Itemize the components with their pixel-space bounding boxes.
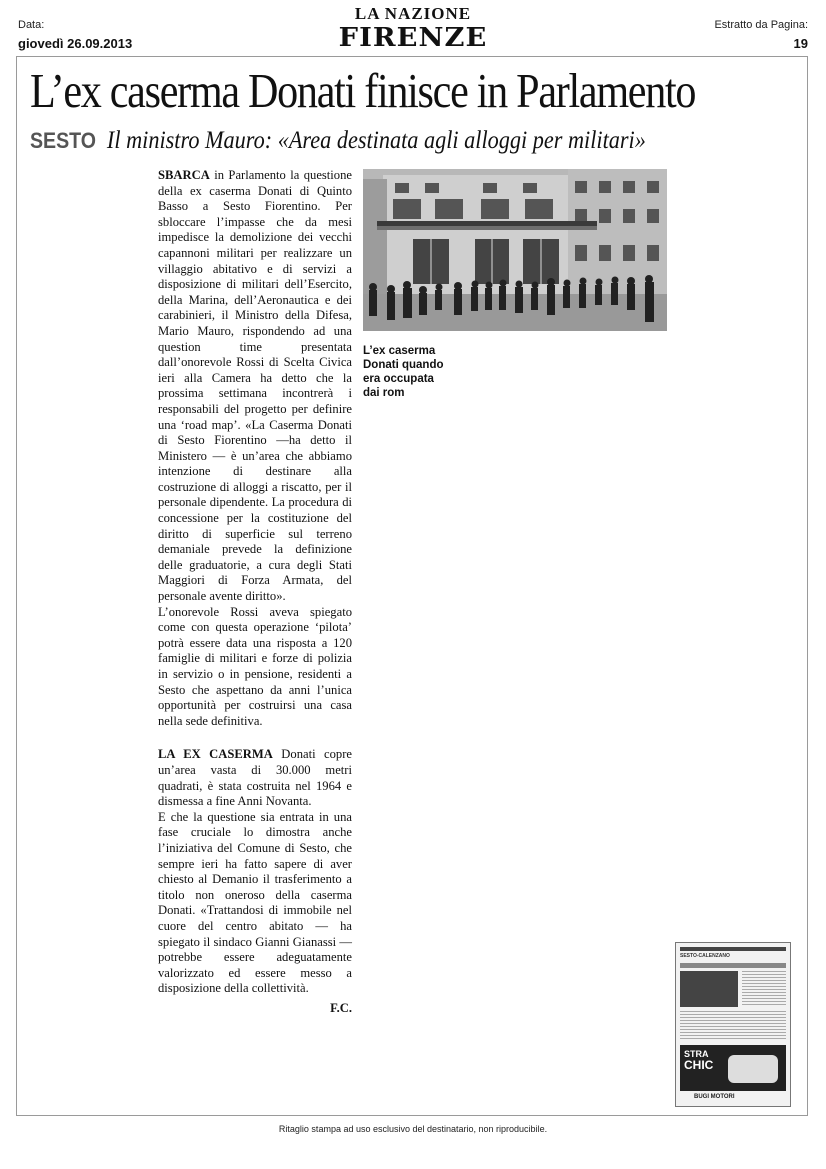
lead-word: SBARCA: [158, 168, 210, 182]
lead-phrase: LA EX CASERMA: [158, 747, 273, 762]
paragraph-1: [158, 168, 352, 605]
paragraph-1-text: in Parlamento la questione della ex caserma Donati di Quinto Basso a Sesto Fiorentino. Per sbloccare l’impasse che da mesi impedisce la demolizione dei vecchi capannoni militari per realizzare un villaggio abitativo e di servizi a disposizione di militari dell’Esercito, della Marina, dell’Aeronautica e dei carabinieri, il Ministro della Difesa, Mario Mauro, rispondendo ad una question time presentata dall’onorevole Rossi di Scelta Civica ieri alla Camera ha detto che la prossima settimana incontrerà i responsabili del progetto per definire una ‘road map’. «La Caserma Donati di Sesto Fiorentino —ha detto il Ministero — è un’area che abbiamo intenzione di destinare alla costruzione di alloggi a riscatto, per il personale dipendente. La procedura di concessione per la costituzione del diritto di superficie sul terreno demaniale prevede la definizione delle graduatorie, a cura degli Stati Maggiori di Forza Armata, del personale avente diritto».: [158, 168, 352, 604]
photo-caption: L’ex caserma Donati quando era occupata dai rom: [363, 345, 444, 399]
subheadline-row: [30, 124, 826, 158]
author-signature: F.C.: [330, 1000, 352, 1015]
thumb-headline: [680, 963, 786, 968]
date-value: giovedì 26.09.2013: [18, 36, 133, 51]
thumb-ad-block: [680, 1045, 786, 1091]
date-label: Data:: [18, 19, 45, 31]
thumb-promo-b: CHIC: [684, 1058, 714, 1072]
thumb-header-bar: [680, 947, 786, 951]
masthead: [0, 4, 826, 52]
paragraph-2: L’onorevole Rossi aveva spiegato come con questa operazione ‘pilota’ potrà essere data una risposta a 120 famiglie di militari e forze di polizia in servizio o in pensione, residenti a Sesto che aspettano da anni l’unica opportunità per costruirsi una casa nella sede definitiva.: [158, 604, 352, 728]
scooter-image: [728, 1055, 778, 1083]
paragraph-3: [158, 747, 352, 809]
paragraph-gap: [158, 729, 352, 747]
article-body: [158, 168, 352, 1016]
thumb-section-label: SESTO-CALENZANO: [680, 953, 730, 959]
article-photo: [363, 169, 667, 331]
barracks-photo-illustration: [363, 169, 667, 331]
paragraph-4: E che la questione sia entrata in una fase cruciale lo dimostra anche l’iniziativa del Comune di Sesto, che sempre ieri ha fatto sapere di aver chiesto al Demanio il trasferimento a titolo non oneroso della caserma Donati. «Trattandosi di immobile nel cuore del centro abitato — ha spiegato il sindaco Gianni Gianassi — potrebbe essere adeguatamente valorizzato ed essere messo a disposizione della collettività.: [158, 809, 352, 996]
headline: L’ex caserma Donati finisce in Parlamento: [30, 63, 696, 118]
paper-name: LA NAZIONE: [354, 4, 472, 23]
thumb-promo-a: STRA: [684, 1049, 709, 1059]
page-label: Estratto da Pagina:: [714, 19, 808, 31]
thumb-text-column: [742, 971, 786, 1007]
subheadline: Il ministro Mauro: «Area destinata agli alloggi per militari»: [106, 127, 646, 154]
thumb-photo: [680, 971, 738, 1007]
paragraph-3-text: Donati copre un’area vasta di 30.000 metri quadrati, è stata costruita nel 1964 e dismessa a fine Anni Novanta.: [158, 747, 352, 809]
kicker: SESTO: [30, 128, 97, 153]
thumb-body-text: [680, 1011, 786, 1041]
city-edition: FIRENZE: [338, 23, 488, 53]
thumb-ad-text: BUGI MOTORI: [694, 1094, 735, 1100]
page-thumbnail: [675, 942, 791, 1107]
copyright-notice: Ritaglio stampa ad uso esclusivo del destinatario, non riproducibile.: [278, 1124, 548, 1134]
page-number: 19: [793, 36, 808, 51]
